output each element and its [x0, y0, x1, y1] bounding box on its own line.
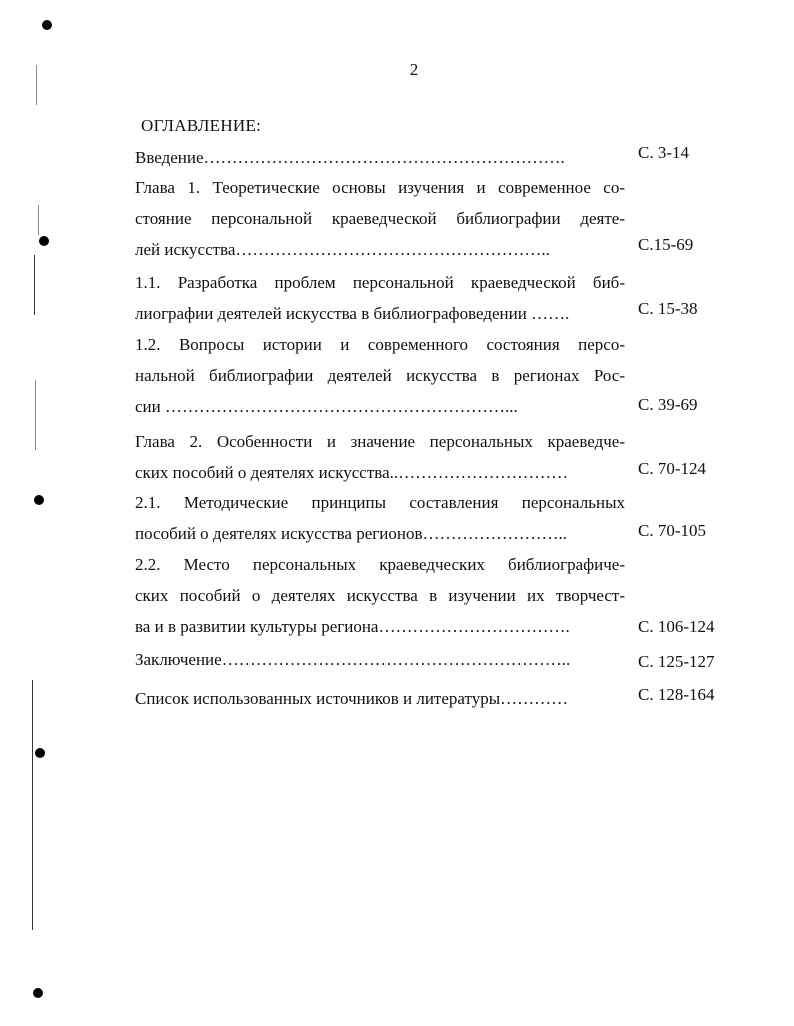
- toc-entry-line: [135, 487, 625, 518]
- toc-page-range: С. 128-164: [638, 685, 715, 704]
- toc-entry-text: лиографии деятелей искусства в библиографоведении: [135, 304, 527, 323]
- toc-page-range: С. 70-124: [638, 459, 706, 478]
- toc-entry: [135, 172, 625, 265]
- toc-entry-line: [135, 234, 625, 265]
- toc-entry: [135, 329, 625, 422]
- toc-entry-text: 1.1. Разработка проблем персональной краеведческой биб-: [135, 273, 625, 292]
- toc-leader-dots: ……………………………………………………….: [203, 148, 565, 167]
- toc-entry-text: 2.2. Место персональных краеведческих библиографиче-: [135, 555, 625, 574]
- toc-entry-text: пособий о деятелях искусства регионов: [135, 524, 423, 543]
- toc-entry-text: ских пособий о деятелях искусства в изучении их творчест-: [135, 586, 625, 605]
- toc-page-range: С. 15-38: [638, 299, 698, 318]
- toc-entry-line: [135, 267, 625, 298]
- toc-entry: [135, 142, 625, 173]
- toc-entry: [135, 549, 625, 642]
- toc-page-range: С.15-69: [638, 235, 694, 254]
- toc-leader-dots: ……………………………………………………...: [160, 397, 518, 416]
- toc-leader-dots: …………………………….: [378, 617, 570, 636]
- toc-entry-line: [135, 580, 625, 611]
- toc-entry-text: ских пособий о деятелях искусства: [135, 463, 390, 482]
- toc-entry-line: [135, 683, 625, 714]
- toc-leader-dots: ……………………………………………………..: [221, 650, 571, 669]
- toc-entry-line: [135, 360, 625, 391]
- toc-entry-text: 1.2. Вопросы истории и современного состояния персо-: [135, 335, 625, 354]
- toc-entry-line: [135, 298, 625, 329]
- toc-entry-text: Глава 2. Особенности и значение персональных краеведче-: [135, 432, 625, 451]
- toc-leader-dots: …….: [526, 304, 570, 323]
- toc-entry: [135, 644, 625, 675]
- toc-entry: [135, 426, 625, 488]
- toc-entry: [135, 683, 625, 714]
- toc-leader-dots: ..…………………………: [389, 463, 569, 482]
- toc-entry-text: стояние персональной краеведческой библиографии деяте-: [135, 209, 625, 228]
- toc-entry-line: [135, 549, 625, 580]
- toc-entry-text: Введение: [135, 148, 204, 167]
- toc-entry-line: [135, 172, 625, 203]
- toc-entry-text: ва и в развитии культуры региона: [135, 617, 379, 636]
- toc-entry-text: лей искусства: [135, 240, 236, 259]
- toc-entry: [135, 267, 625, 329]
- toc-page-range: С. 106-124: [638, 617, 715, 636]
- toc-entry-text: Заключение: [135, 650, 222, 669]
- toc-entry-line: [135, 142, 625, 173]
- toc-leader-dots: ………………………………………………..: [235, 240, 550, 259]
- toc-entry-text: нальной библиографии деятелей искусства в регионах Рос-: [135, 366, 625, 385]
- toc-entry-line: [135, 518, 625, 549]
- toc-entry-line: [135, 391, 625, 422]
- toc-entry-line: [135, 203, 625, 234]
- toc-entry-line: [135, 329, 625, 360]
- toc-entry-text: сии: [135, 397, 161, 416]
- toc-entry-line: [135, 644, 625, 675]
- toc-page-range: С. 3-14: [638, 143, 689, 162]
- toc-title: ОГЛАВЛЕНИЕ:: [141, 116, 262, 135]
- toc-leader-dots: ……………………..: [422, 524, 567, 543]
- toc-entry-line: [135, 611, 625, 642]
- toc-entry-text: Глава 1. Теоретические основы изучения и современное со-: [135, 178, 625, 197]
- page-number: 2: [409, 60, 419, 79]
- toc-page-range: С. 39-69: [638, 395, 698, 414]
- toc-entry-text: 2.1. Методические принципы составления персональных: [135, 493, 625, 512]
- toc-page-range: С. 125-127: [638, 652, 715, 671]
- toc-leader-dots: …………: [500, 689, 569, 708]
- toc-entry-line: [135, 426, 625, 457]
- toc-entry: [135, 487, 625, 549]
- toc-entry-text: Список использованных источников и литературы: [135, 689, 501, 708]
- toc-entry-line: [135, 457, 625, 488]
- toc-page-range: С. 70-105: [638, 521, 706, 540]
